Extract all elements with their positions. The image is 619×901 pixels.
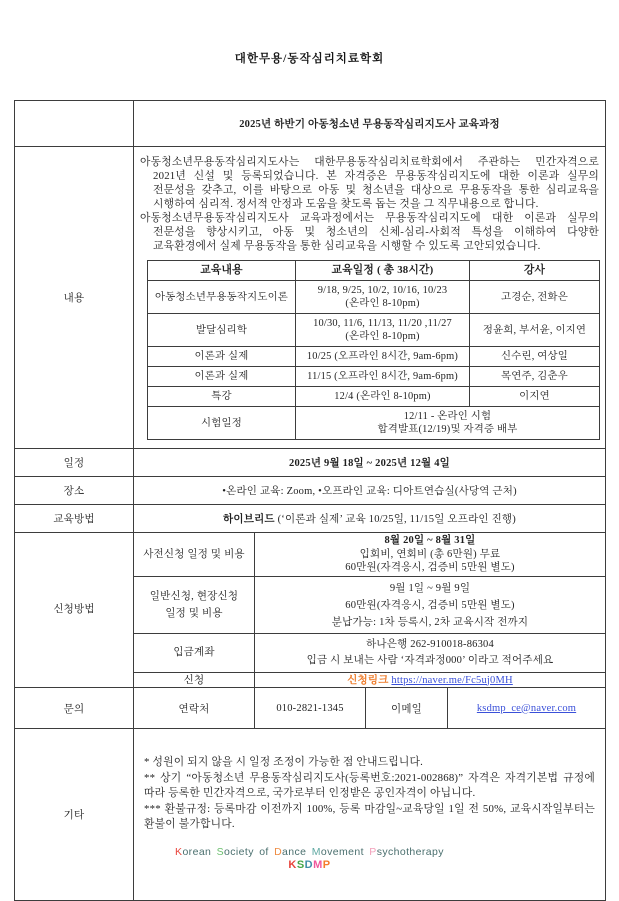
course-intro-paragraph-1: 아동청소년무용동작심리지도사는 대한무용동작심리치료학회에서 주관하는 민간자격으로 2021년 신설 및 등록되었습니다. 본 자격증은 무용동작심리지도에 대한 이론과 실무의 전문성을 갖추고, 이를 바탕으로 아동 및 청소년을 대상으로 무용동작을 통한 심리교육을 시행하여 심리적. 정서적 안정과 도움을 찾도록 돕는 것을 그 직무내용으로 합니다. (140, 156, 600, 210)
inquiry-row (15, 688, 606, 729)
schedule-line: 합격발표(12/19)및 자격증 배부 (377, 424, 518, 435)
contact-label: 연락처 (134, 688, 255, 729)
etc-note-1: * 성원이 되지 않을 시 일정 조정이 가능한 점 안내드립니다. (144, 756, 424, 768)
schedule-value: 2025년 9월 18일 ~ 2025년 12월 4일 (134, 449, 606, 477)
email-cell (448, 688, 606, 729)
curriculum-instructor: 목연주, 김춘우 (470, 367, 600, 387)
method-value (134, 505, 606, 533)
curriculum-subject: 발달심리학 (148, 314, 296, 347)
footer-letter-p: P (369, 846, 377, 858)
content-cell (134, 147, 606, 449)
pre-period: 8월 20일 ~ 8월 31일 (384, 535, 476, 547)
curriculum-schedule: 11/15 (오프라인 8시간, 9am-6pm) (296, 367, 470, 387)
apply-label: 신청 (134, 673, 255, 688)
etc-note-3: *** 환불규정: 등록마감 이전까지 100%, 등록 마감일~교육당일 1일 전 50%, 교육시작일부터는 환불이 불가합니다. (144, 802, 596, 830)
application-pre-value (255, 533, 606, 577)
footer-word: orean (182, 846, 217, 858)
curriculum-instructor: 고경순, 전화은 (470, 281, 600, 314)
society-acronym (0, 859, 619, 871)
email-label: 이메일 (366, 688, 448, 729)
curriculum-row (148, 281, 600, 314)
curriculum-subject: 이론과 실제 (148, 347, 296, 367)
society-footer (0, 846, 619, 871)
schedule-row (15, 449, 606, 477)
curriculum-table (147, 260, 600, 440)
curriculum-row (148, 347, 600, 367)
apply-link[interactable]: https://naver.me/Fc5uj0MH (391, 674, 513, 686)
location-row (15, 477, 606, 505)
schedule-line: 9/18, 9/25, 10/2, 10/16, 10/23 (317, 285, 448, 296)
apply-value (255, 673, 606, 688)
acronym-letter-p: P (322, 859, 331, 871)
schedule-line: 10/30, 11/6, 11/13, 11/20 ,11/27 (313, 318, 452, 329)
general-label-line1: 일반신청, 현장신청 (149, 591, 239, 602)
curriculum-subject: 시험일정 (148, 407, 296, 440)
general-period: 9월 1일 ~ 9월 9일 (389, 582, 471, 594)
footer-letter-k: K (175, 846, 183, 858)
curriculum-col-schedule: 교육일정 ( 총 38시간) (296, 261, 470, 281)
course-description (137, 153, 602, 253)
account-value (255, 634, 606, 673)
curriculum-schedule: 12/4 (온라인 8-10pm) (296, 387, 470, 407)
method-value-bold: 하이브리드 (223, 514, 275, 525)
organization-header: 대한무용/동작심리치료학회 (234, 53, 385, 65)
curriculum-instructor: 정윤희, 부서윤, 이지연 (470, 314, 600, 347)
application-general-value (255, 577, 606, 634)
footer-letter-d: D (274, 846, 283, 858)
application-pre-label: 사전신청 일정 및 비용 (134, 533, 255, 577)
email-link[interactable]: ksdmp_ce@naver.com (476, 702, 577, 714)
general-fee: 60만원(자격응시, 검증비 5만원 별도) (345, 599, 515, 611)
curriculum-col-subject: 교육내용 (148, 261, 296, 281)
application-general-label (134, 577, 255, 634)
general-label-line2: 일정 및 비용 (165, 608, 223, 619)
general-installment: 분납가능: 1차 등록시, 2차 교육시작 전까지 (331, 616, 529, 628)
curriculum-subject: 이론과 실제 (148, 367, 296, 387)
acronym-letter-s: S (296, 859, 305, 871)
curriculum-col-instructor: 강사 (470, 261, 600, 281)
method-value-rest: (‘이론과 실제’ 교육 10/25일, 11/15일 오프라인 진행) (274, 514, 516, 525)
schedule-line: (온라인 8-10pm) (345, 298, 420, 309)
schedule-line: 12/11 - 온라인 시험 (403, 411, 492, 422)
content-row (15, 147, 606, 449)
schedule-label: 일정 (15, 449, 134, 477)
curriculum-instructor: 이지연 (470, 387, 600, 407)
footer-word: ociety (224, 846, 260, 858)
application-pre-row (15, 533, 606, 577)
title-row (15, 101, 606, 147)
pre-fee-2: 60만원(자격응시, 검증비 5만원 별도) (345, 562, 515, 574)
footer-word: sychotherapy (376, 846, 444, 858)
application-label: 신청방법 (15, 533, 134, 688)
curriculum-row (148, 367, 600, 387)
content-label: 내용 (15, 147, 134, 449)
curriculum-schedule (296, 281, 470, 314)
method-label: 교육방법 (15, 505, 134, 533)
footer-letter-m: M (311, 846, 321, 858)
curriculum-subject: 아동청소년무용동작지도이론 (148, 281, 296, 314)
transfer-note: 입금 시 보내는 사람 ‘자격과정000’ 이라고 적어주세요 (306, 655, 554, 666)
page-title: 2025년 하반기 아동청소년 무용동작심리지도사 교육과정 (134, 101, 606, 147)
title-row-empty-label (15, 101, 134, 147)
curriculum-schedule: 10/25 (오프라인 8시간, 9am-6pm) (296, 347, 470, 367)
location-value: •온라인 교육: Zoom, •오프라인 교육: 디아트연습실(사당역 근처) (134, 477, 606, 505)
schedule-line: (온라인 8-10pm) (345, 331, 420, 342)
curriculum-row (148, 387, 600, 407)
bank-account-number: 하나은행 262-910018-86304 (366, 639, 494, 650)
etc-label: 기타 (15, 729, 134, 901)
course-info-table (14, 100, 606, 901)
footer-word: ovement (320, 846, 370, 858)
curriculum-schedule (296, 314, 470, 347)
curriculum-instructor: 신수린, 여상일 (470, 347, 600, 367)
acronym-letter-d: D (304, 859, 314, 871)
etc-row (15, 729, 606, 901)
account-label: 입금계좌 (134, 634, 255, 673)
etc-cell (134, 729, 606, 901)
footer-letter-s: S (216, 846, 225, 858)
phone-number: 010-2821-1345 (255, 688, 366, 729)
footer-word: ance (282, 846, 312, 858)
curriculum-exam-schedule (296, 407, 600, 440)
method-row (15, 505, 606, 533)
location-label: 장소 (15, 477, 134, 505)
curriculum-header-row (148, 261, 600, 281)
pre-fee-1: 입회비, 연회비 (총 6만원) 무료 (359, 548, 501, 560)
acronym-letter-k: K (288, 859, 297, 871)
footer-word: of (259, 846, 275, 858)
apply-link-caption: 신청링크 (347, 674, 389, 686)
course-intro-paragraph-2: 아동청소년무용동작심리지도사 교육과정에서는 무용동작심리지도에 대한 이론과 실무의 전문성을 향상시키고, 아동 및 청소년의 신체-심리-사회적 특성을 이해하여 다양한 교육환경에서 실제 무용동작을 통한 심리교육을 시행할 수 있도록 고안되었습니다. (140, 212, 600, 252)
curriculum-subject: 특강 (148, 387, 296, 407)
etc-note-2: ** 상기 “아동청소년 무용동작심리지도사(등록번호:2021-002868)” 자격은 자격기본법 규정에 따라 등록한 민간자격으로, 국가로부터 인정받은 공인자격이 아닙니다. (144, 771, 596, 799)
acronym-letter-m: M (313, 859, 323, 871)
curriculum-row (148, 314, 600, 347)
inquiry-label: 문의 (15, 688, 134, 729)
curriculum-exam-row (148, 407, 600, 440)
society-name-english (0, 846, 619, 858)
